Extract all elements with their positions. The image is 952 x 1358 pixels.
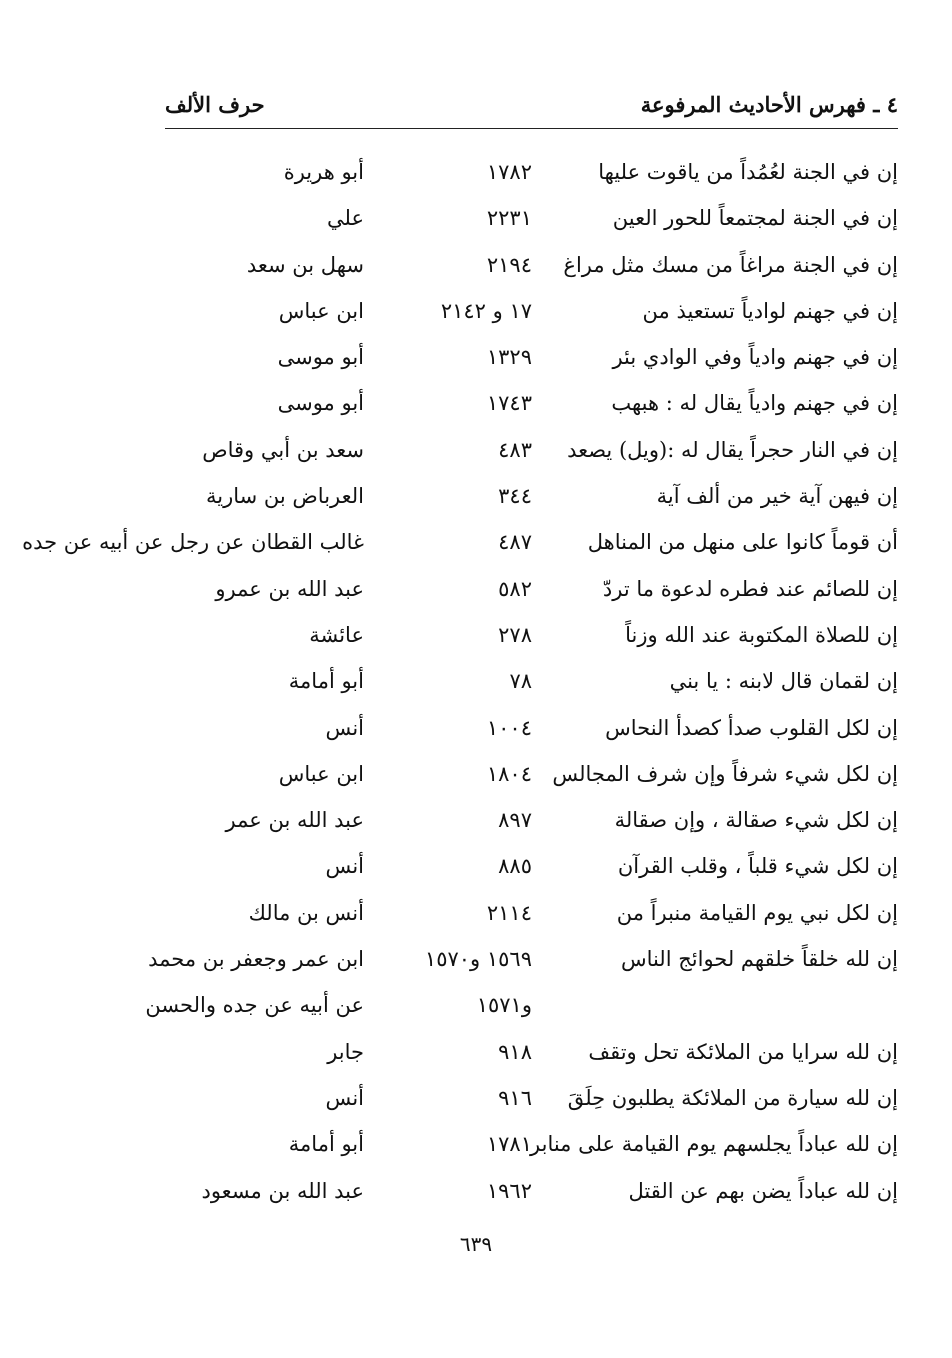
index-row	[0, 243, 952, 289]
narrator-name: عبد الله بن عمرو	[215, 576, 364, 601]
index-row	[0, 381, 952, 427]
narrator-name: أبو موسى	[277, 345, 364, 370]
hadith-number: ١٨٠٤	[486, 761, 532, 786]
hadith-number: ٨٨٥	[498, 854, 532, 879]
index-row	[0, 659, 952, 705]
narrator-name: عبد الله بن عمر	[225, 808, 364, 833]
index-row	[0, 1169, 952, 1215]
narrator-name: ابن عمر وجعفر بن محمد	[148, 947, 364, 972]
hadith-number: ٩١٨	[498, 1039, 532, 1064]
narrator-name: العرباض بن سارية	[205, 484, 364, 509]
narrator-name: أبو موسى	[277, 391, 364, 416]
hadith-opening-text: إن في جهنم لوادياً تستعيذ من	[642, 298, 898, 323]
hadith-opening-text: أن قوماً كانوا على منهل من المناهل	[587, 530, 898, 555]
index-row	[0, 474, 952, 520]
index-row	[0, 567, 952, 613]
narrator-name: عبد الله بن مسعود	[201, 1178, 364, 1203]
narrator-name: أنس	[325, 715, 364, 740]
narrator-name: غالب القطان عن رجل عن أبيه عن جده	[22, 530, 364, 555]
index-row	[0, 752, 952, 798]
hadith-number: ٤٨٧	[498, 530, 532, 555]
index-row	[0, 844, 952, 890]
hadith-number: ١٧ و ٢١٤٢	[440, 298, 532, 323]
hadith-opening-text: إن لله سيارة من الملائكة يطلبون حِلَقَ	[567, 1085, 898, 1110]
index-row	[0, 798, 952, 844]
section-title: ٤ ـ فهرس الأحاديث المرفوعة	[640, 92, 898, 117]
hadith-number: ١٣٢٩	[486, 345, 532, 370]
hadith-opening-text: إن في جهنم وادياً وفي الوادي بئر	[612, 345, 898, 370]
hadith-opening-text: إن لكل شيء قلباً ، وقلب القرآن	[617, 854, 898, 879]
narrator-name: سعد بن أبي وقاص	[202, 437, 364, 462]
index-row	[0, 983, 952, 1029]
hadith-opening-text: إن للصائم عند فطره لدعوة ما تردّ	[602, 576, 898, 601]
index-row	[0, 1076, 952, 1122]
hadith-opening-text: إن لكل القلوب صدأ كصدأ النحاس	[605, 715, 898, 740]
index-row	[0, 150, 952, 196]
hadith-opening-text: إن لكل نبي يوم القيامة منبراً من	[616, 900, 898, 925]
hadith-number: ١٩٦٢	[486, 1178, 532, 1203]
hadith-opening-text: إن لكل شيء شرفاً وإن شرف المجالس	[552, 761, 898, 786]
index-row	[0, 1122, 952, 1168]
hadith-opening-text: إن في الجنة لعُمُداً من ياقوت عليها	[598, 160, 898, 184]
narrator-name: أنس بن مالك	[248, 900, 364, 925]
narrator-name: عن أبيه عن جده والحسن	[145, 993, 364, 1018]
index-row	[0, 937, 952, 983]
hadith-number: ١٠٠٤	[486, 715, 532, 740]
hadith-opening-text: إن لكل شيء صقالة ، وإن صقالة	[614, 808, 898, 833]
narrator-name: ابن عباس	[278, 761, 364, 786]
narrator-name: أنس	[325, 854, 364, 879]
narrator-name: أبو أمامة	[288, 669, 364, 694]
hadith-number: ٩١٦	[498, 1085, 532, 1110]
index-row	[0, 335, 952, 381]
letter-title: حرف الألف	[165, 92, 265, 117]
index-row	[0, 196, 952, 242]
hadith-opening-text: إن لله عباداً يجلسهم يوم القيامة على منابر	[530, 1132, 898, 1157]
narrator-name: سهل بن سعد	[246, 252, 364, 277]
hadith-number: ٢١١٤	[486, 900, 532, 925]
hadith-opening-text: إن في الجنة لمجتمعاً للحور العين	[612, 206, 898, 231]
hadith-number: ٨٩٧	[498, 808, 532, 833]
hadith-number: ٥٨٢	[498, 576, 532, 601]
narrator-name: جابر	[327, 1039, 364, 1064]
hadith-opening-text: إن لله سرايا من الملائكة تحل وتقف	[588, 1039, 898, 1064]
hadith-number: ٢٢٣١	[486, 206, 532, 231]
narrator-name: أبو أمامة	[288, 1132, 364, 1157]
index-row	[0, 520, 952, 566]
narrator-name: ابن عباس	[278, 298, 364, 323]
narrator-name: عائشة	[309, 622, 364, 647]
hadith-opening-text: إن في النار حجراً يقال له :(ويل) يصعد	[567, 437, 898, 462]
narrator-name: أبو هريرة	[283, 160, 364, 184]
hadith-number: ١٧٨٢	[486, 160, 532, 184]
index-row	[0, 613, 952, 659]
index-row	[0, 428, 952, 474]
index-row	[0, 891, 952, 937]
hadith-index-list	[0, 150, 952, 1215]
index-row	[0, 706, 952, 752]
hadith-opening-text: إن للصلاة المكتوبة عند الله وزناً	[625, 622, 898, 647]
hadith-number: ١٥٦٩ و١٥٧٠	[424, 947, 532, 972]
index-row	[0, 1030, 952, 1076]
hadith-opening-text: إن لله خلقاً خلقهم لحوائج الناس	[620, 947, 898, 972]
header-rule	[165, 128, 898, 129]
narrator-name: علي	[327, 206, 364, 231]
index-row	[0, 289, 952, 335]
hadith-number: ١٧٤٣	[486, 391, 532, 416]
hadith-number: ٢١٩٤	[486, 252, 532, 277]
hadith-opening-text: إن لقمان قال لابنه : يا بني	[669, 669, 898, 694]
narrator-name: أنس	[325, 1085, 364, 1110]
hadith-opening-text: إن في الجنة مراغاً من مسك مثل مراغ	[563, 252, 898, 277]
hadith-number: ٧٨	[509, 669, 532, 694]
hadith-opening-text: إن لله عباداً يضن بهم عن القتل	[628, 1178, 898, 1203]
running-header	[165, 92, 898, 132]
hadith-number: ٢٧٨	[498, 622, 532, 647]
page-number: ٦٣٩	[459, 1232, 493, 1256]
hadith-number: ٤٨٣	[498, 437, 532, 462]
hadith-opening-text: إن فيهن آية خير من ألف آية	[656, 484, 898, 509]
hadith-opening-text: إن في جهنم وادياً يقال له : هبهب	[611, 391, 898, 416]
hadith-number: و١٥٧١	[476, 993, 532, 1018]
hadith-number: ٣٤٤	[498, 484, 532, 509]
hadith-number: ١٧٨١	[486, 1132, 532, 1157]
